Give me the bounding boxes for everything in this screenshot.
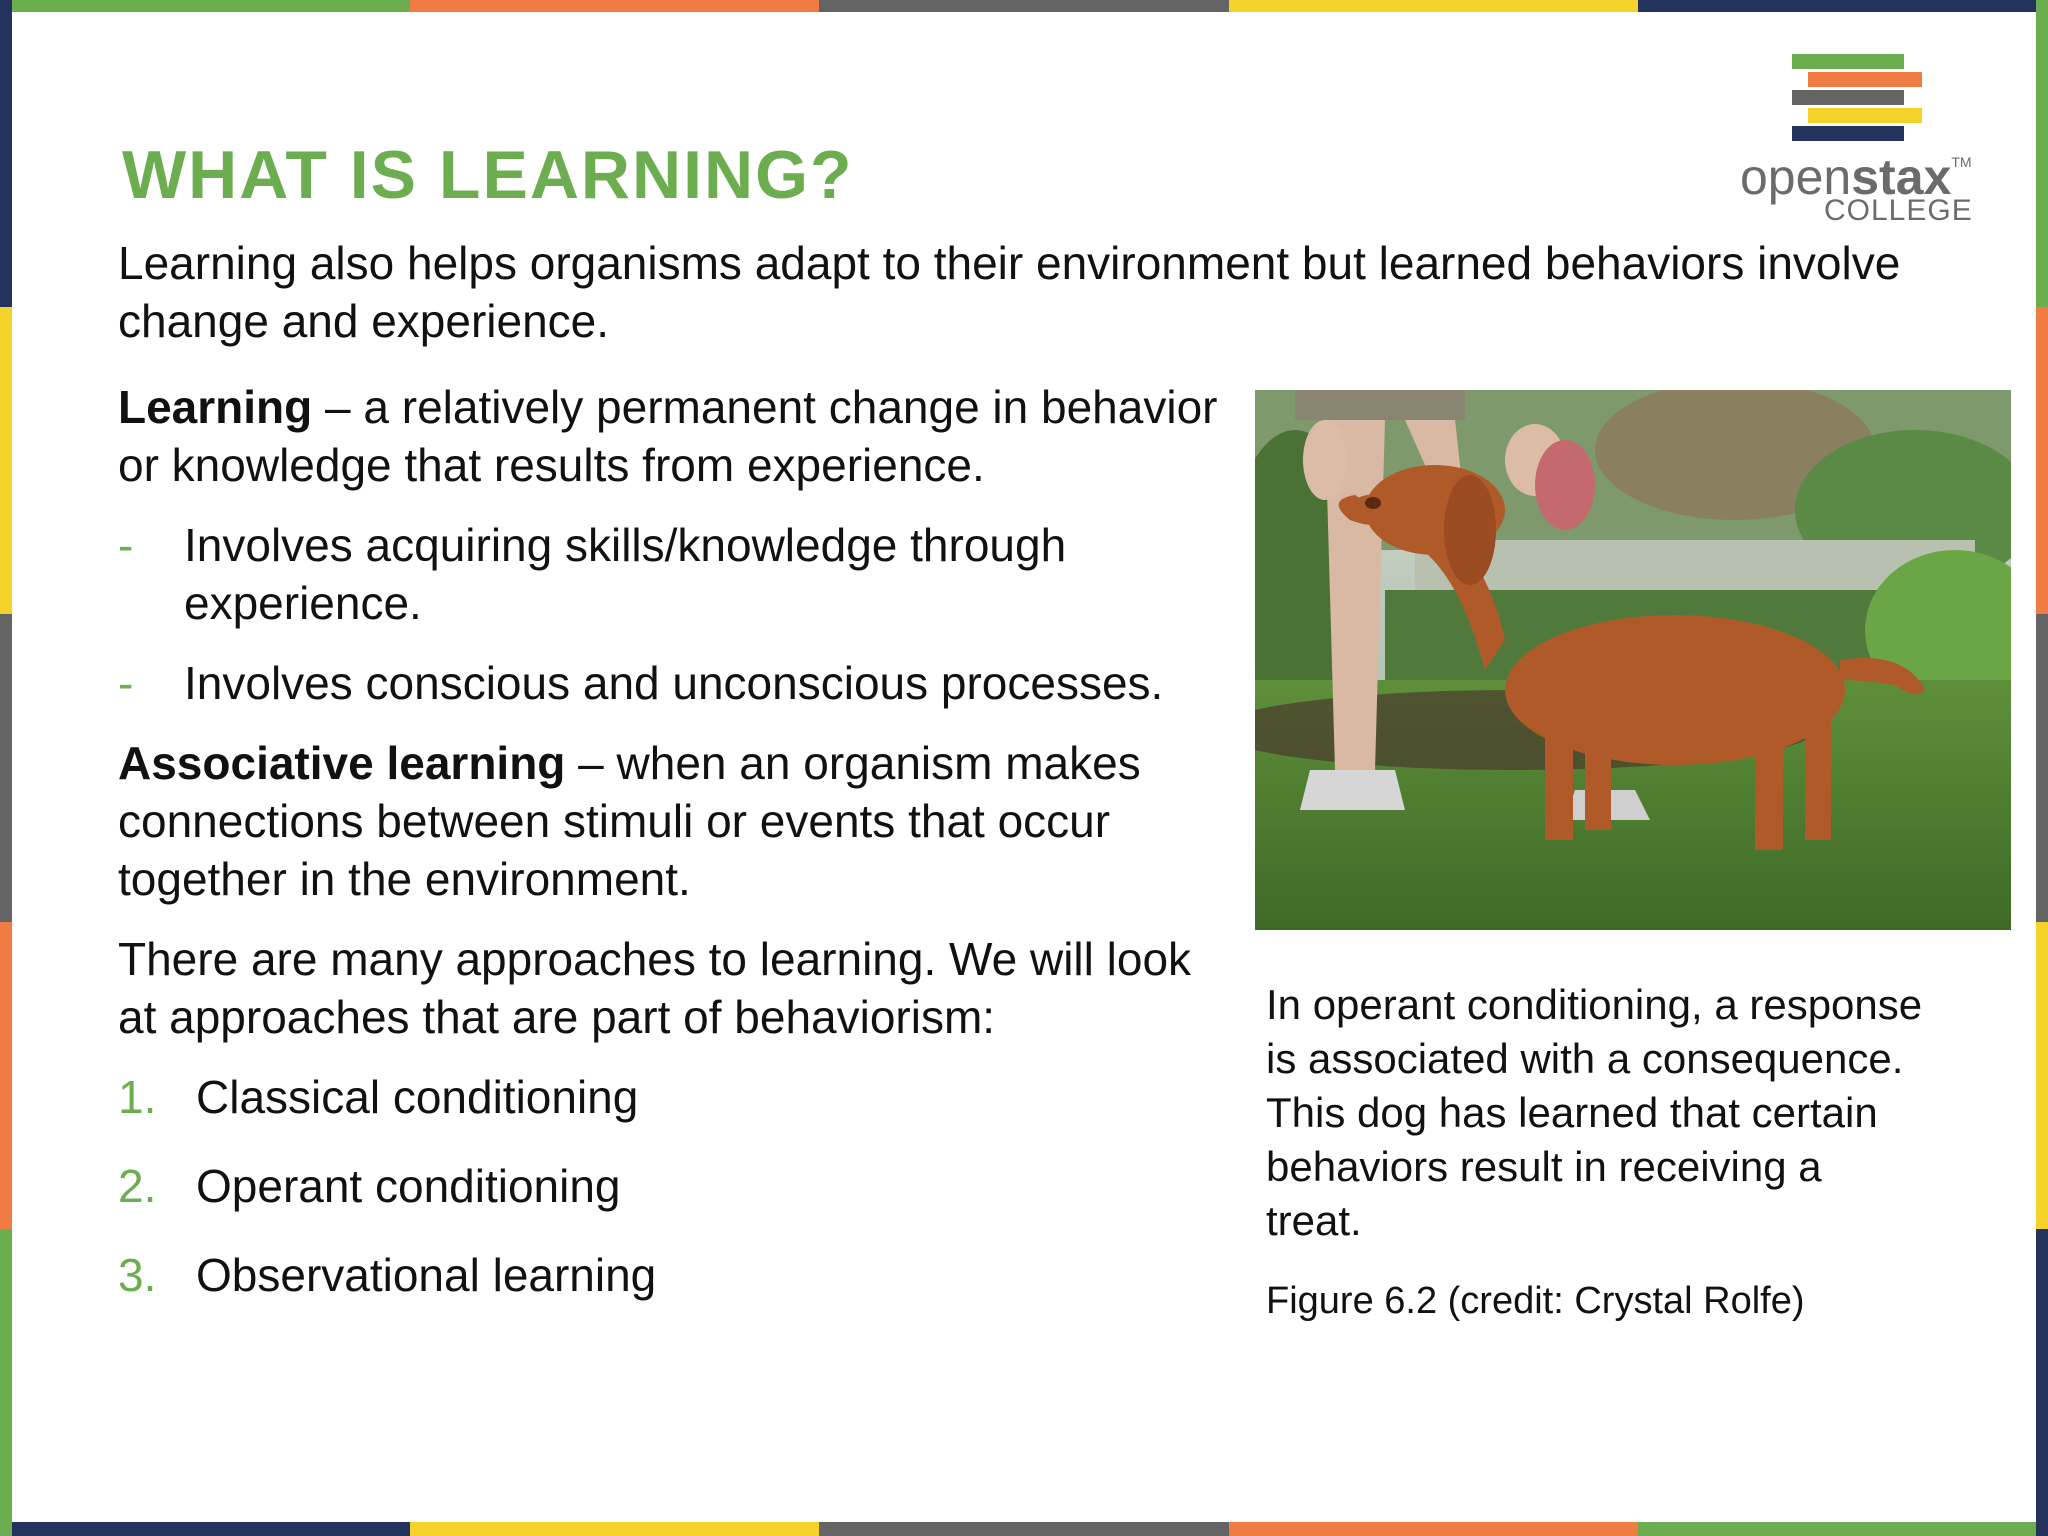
- list-number: 2.: [118, 1160, 157, 1212]
- associative-text: – when an organism makes connections between stimuli or events that occur together in the environment.: [118, 737, 1141, 905]
- bottom-color-bar: [0, 1522, 2048, 1536]
- openstax-logo: [1732, 52, 1992, 232]
- approaches-list: [118, 1068, 1238, 1304]
- logo-subtitle: COLLEGE: [1824, 194, 1973, 227]
- logo-word-light: open: [1740, 149, 1852, 205]
- dog-photo: [1255, 390, 2011, 930]
- bullet-marker: -: [118, 519, 134, 571]
- list-label: Operant conditioning: [196, 1160, 621, 1212]
- list-item: [118, 1246, 1238, 1304]
- top-color-bar: [0, 0, 2048, 12]
- list-label: Observational learning: [196, 1249, 657, 1301]
- left-color-bar: [0, 0, 12, 1536]
- logo-trademark: TM: [1951, 154, 1972, 170]
- dog-photo-illustration: [1255, 390, 2011, 930]
- content-column: [118, 378, 1238, 1335]
- definition-term: Learning: [118, 381, 313, 433]
- right-color-bar: [2036, 0, 2048, 1536]
- approaches-text: There are many approaches to learning. We will look at approaches that are part of behaviorism:: [118, 933, 1192, 1043]
- intro-text: Learning also helps organisms adapt to their environment but learned behaviors involve change and experience.: [118, 237, 1901, 347]
- figure-caption: In operant conditioning, a response is associated with a consequence. This dog has learned that certain behaviors result in receiving a treat.: [1266, 981, 1923, 1244]
- bullet-item: [118, 516, 1238, 632]
- bullet-text: Involves acquiring skills/knowledge through experience.: [184, 519, 1067, 629]
- slide-title: WHAT IS LEARNING?: [122, 137, 854, 213]
- associative-definition: [118, 734, 1238, 908]
- list-item: [118, 1068, 1238, 1126]
- bullet-item: [118, 654, 1238, 712]
- learning-definition: [118, 378, 1238, 494]
- definition-text: – a relatively permanent change in behavior or knowledge that results from experience.: [118, 381, 1218, 491]
- bullet-text: Involves conscious and unconscious processes.: [184, 657, 1164, 709]
- list-number: 3.: [118, 1249, 157, 1301]
- figure-credit: Figure 6.2 (credit: Crystal Rolfe): [1266, 1280, 1805, 1322]
- list-label: Classical conditioning: [196, 1071, 639, 1123]
- associative-term: Associative learning: [118, 737, 566, 789]
- bullet-marker: -: [118, 657, 134, 709]
- list-number: 1.: [118, 1071, 157, 1123]
- list-item: [118, 1157, 1238, 1215]
- logo-word-bold: stax: [1851, 149, 1952, 205]
